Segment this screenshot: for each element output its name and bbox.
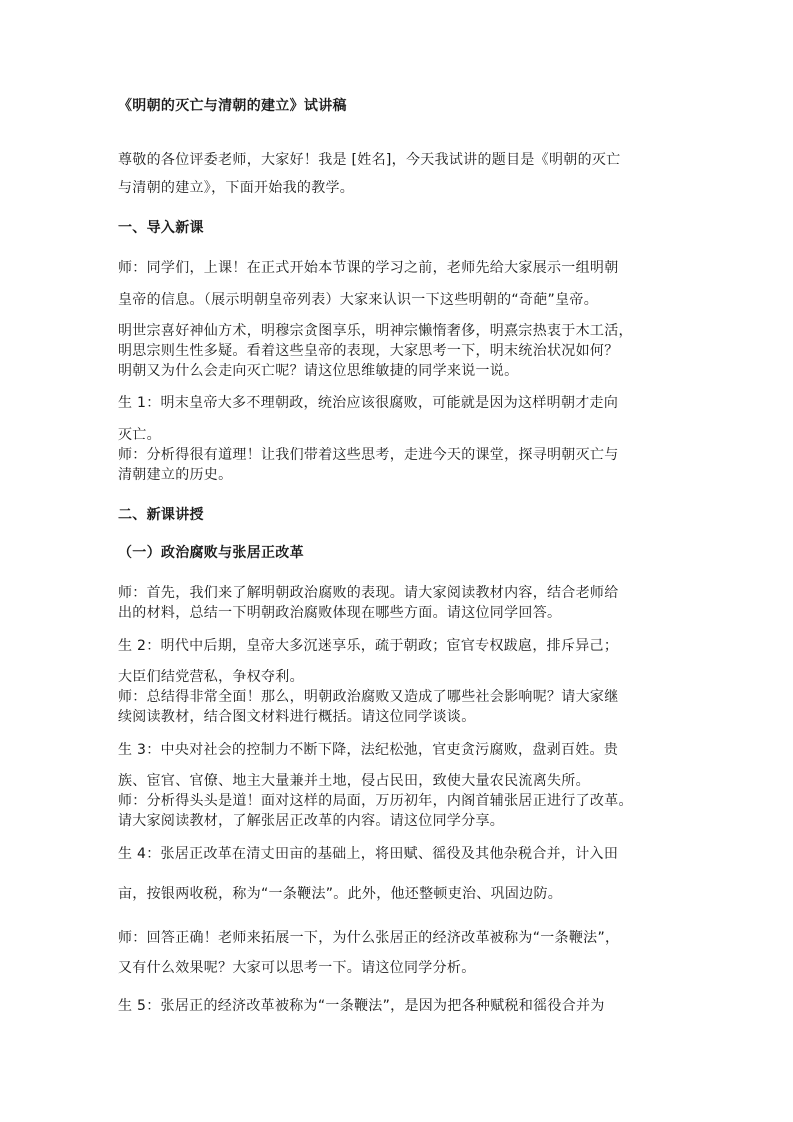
paragraph-line: 明朝又为什么会走向灭亡呢？请这位思维敏捷的同学来说一说。 [118,363,519,379]
paragraph-line: 师：回答正确！老师来拓展一下，为什么张居正的经济改革被称为“一条鞭法”， [118,930,620,946]
paragraph-line: 生 5：张居正的经济改革被称为“一条鞭法”，是因为把各种赋税和徭役合并为 [118,998,605,1014]
paragraph-line: 生 4：张居正改革在清丈田亩的基础上，将田赋、徭役及其他杂税合并，计入田 [118,846,619,862]
paragraph-line: 生 3：中央对社会的控制力不断下降，法纪松弛，官吏贪污腐败，盘剥百姓。贵 [118,742,619,758]
section-heading-intro: 一、导入新课 [118,220,204,236]
paragraph-line: 族、宦官、官僚、地主大量兼并土地，侵占民田，致使大量农民流离失所。 [118,773,590,789]
paragraph-line: 明世宗喜好神仙方术，明穆宗贪图享乐，明神宗懒惰奢侈，明熹宗热衷于木工活， [118,323,633,339]
paragraph-line: 明思宗则生性多疑。看着这些皇帝的表现，大家思考一下，明末统治状况如何？ [118,343,619,359]
subsection-heading: （一）政治腐败与张居正改革 [118,545,304,561]
paragraph-line: 请大家阅读教材，了解张居正改革的内容。请这位同学分享。 [118,813,505,829]
paragraph-line: 清朝建立的历史。 [118,467,233,483]
paragraph-line: 出的材料，总结一下明朝政治腐败体现在哪些方面。请这位同学回答。 [118,605,562,621]
section-heading-lecture: 二、新课讲授 [118,507,204,523]
paragraph-line: 师：同学们，上课！在正式开始本节课的学习之前，老师先给大家展示一组明朝 [118,260,619,276]
paragraph-line: 师：分析得很有道理！让我们带着这些思考，走进今天的课堂，探寻明朝灭亡与 [118,447,619,463]
paragraph-line: 大臣们结党营私，争权夺利。 [118,669,304,685]
paragraph-line: 亩，按银两收税，称为“一条鞭法”。此外，他还整顿吏治、巩固边防。 [118,886,563,902]
paragraph-line: 又有什么效果呢？大家可以思考一下。请这位同学分析。 [118,960,476,976]
paragraph-line: 续阅读教材，结合图文材料进行概括。请这位同学谈谈。 [118,709,476,725]
paragraph-line: 生 2：明代中后期，皇帝大多沉迷享乐，疏于朝政；宦官专权跋扈，排斥异己； [118,638,619,654]
paragraph-line: 灭亡。 [118,427,161,443]
paragraph-line: 生 1：明末皇帝大多不理朝政，统治应该很腐败，可能就是因为这样明朝才走向 [118,395,619,411]
paragraph-line: 皇帝的信息。（展示明朝皇帝列表）大家来认识一下这些明朝的“奇葩”皇帝。 [118,292,599,308]
paragraph-line: 师：总结得非常全面！那么，明朝政治腐败又造成了哪些社会影响呢？请大家继 [118,689,619,705]
paragraph-line: 师：分析得头头是道！面对这样的局面，万历初年，内阁首辅张居正进行了改革。 [118,793,633,809]
intro-line: 尊敬的各位评委老师，大家好！我是 [姓名]，今天我试讲的题目是《明朝的灭亡 [118,152,621,168]
intro-line: 与清朝的建立》，下面开始我的教学。 [118,180,355,196]
paragraph-line: 师：首先，我们来了解明朝政治腐败的表现。请大家阅读教材内容，结合老师给 [118,585,619,601]
document-title: 《明朝的灭亡与清朝的建立》试讲稿 [118,98,347,114]
